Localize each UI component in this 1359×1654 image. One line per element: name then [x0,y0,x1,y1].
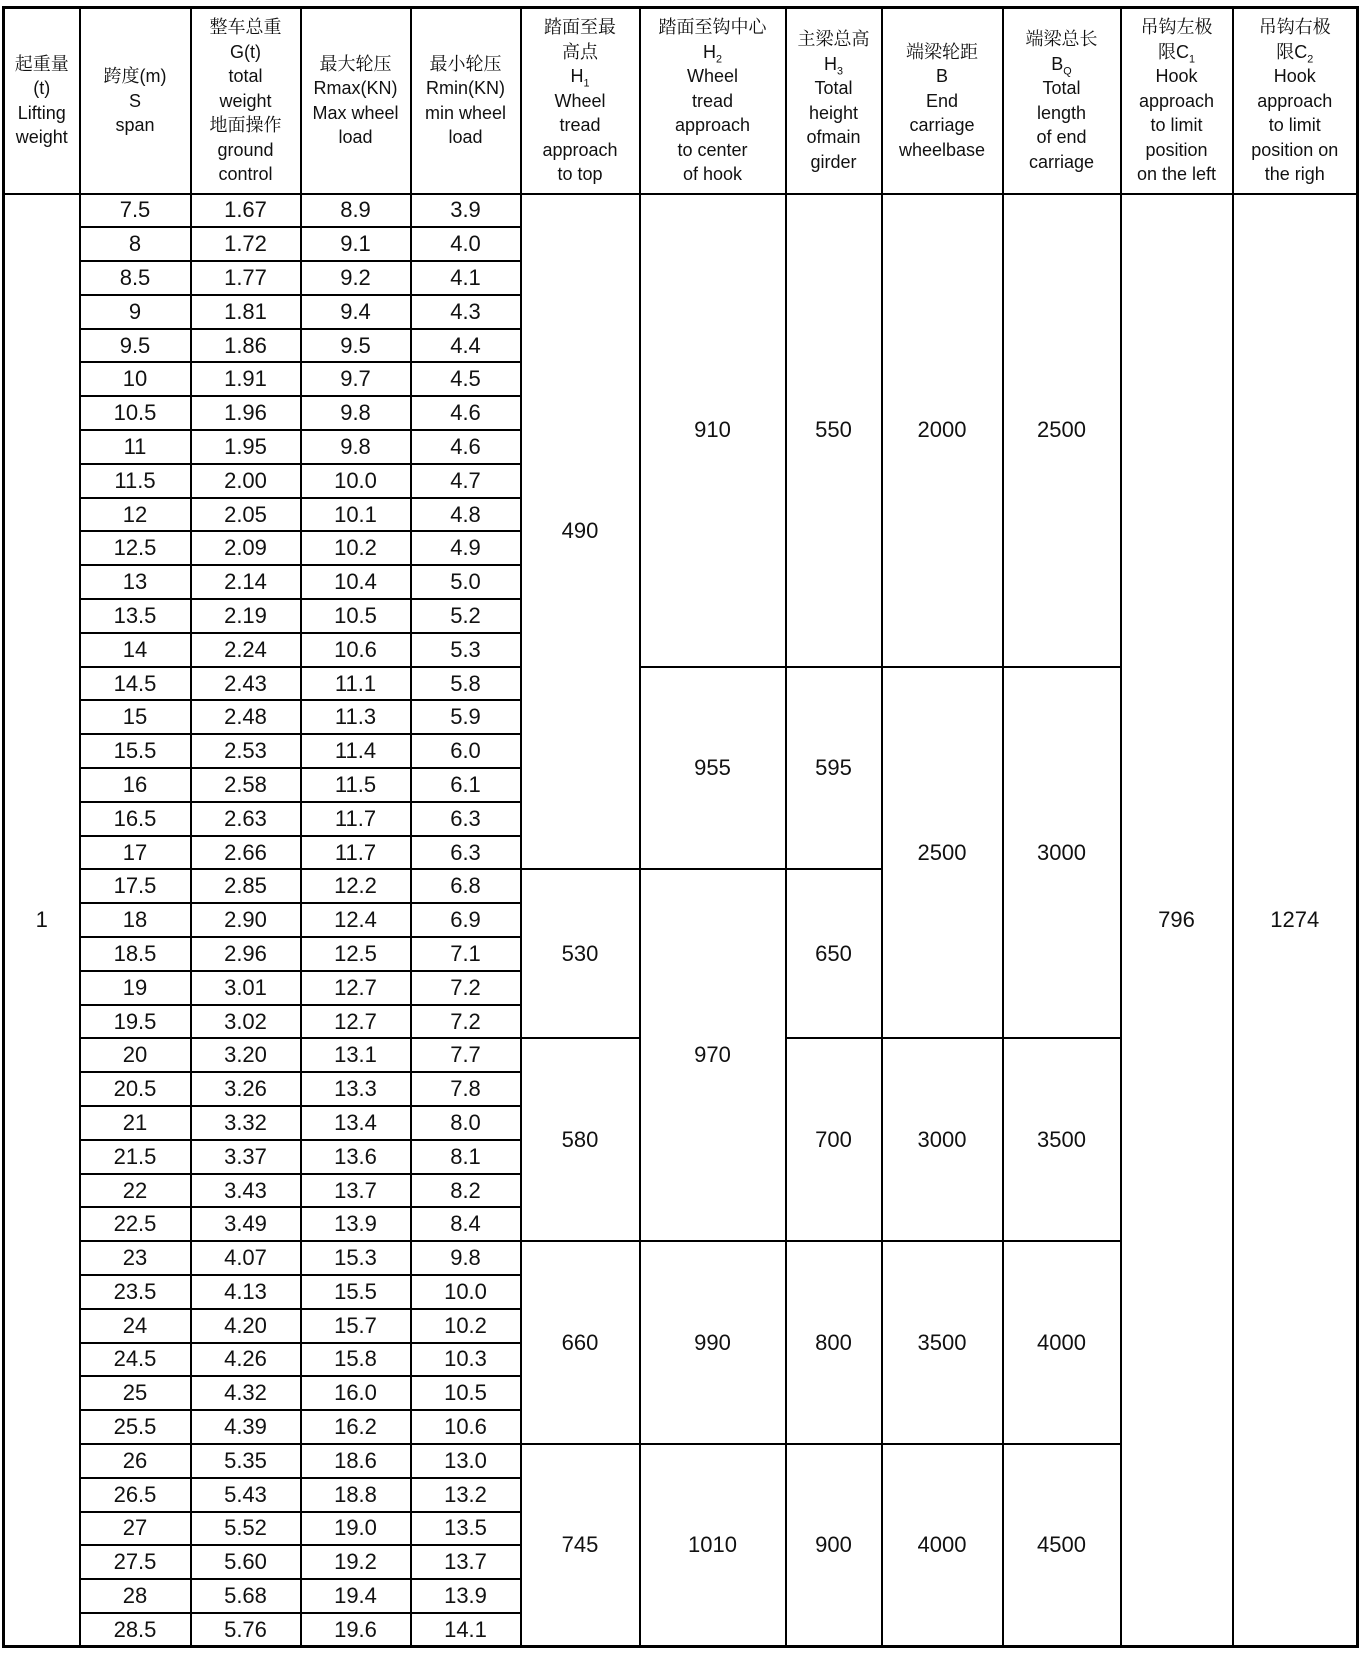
column-header-c1 [1121,8,1233,194]
cell-lifting_weight-merged: 1 [4,194,80,1647]
cell-span: 9.5 [80,329,191,363]
header-line: 整车总重 [209,17,282,37]
cell-rmax: 12.7 [301,971,411,1005]
header-line: Rmax(KN) [313,78,398,99]
cell-h2-merged: 1010 [640,1444,786,1647]
column-header-rmax [301,8,411,194]
cell-total_weight: 3.32 [191,1106,301,1140]
header-line: Wheel [686,66,739,86]
cell-rmax: 15.3 [301,1241,411,1275]
cell-rmax: 9.4 [301,295,411,329]
cell-rmin: 13.0 [411,1444,521,1478]
column-header-span [80,8,191,194]
table-header [4,8,1358,194]
cell-span: 19 [80,971,191,1005]
cell-rmax: 12.5 [301,937,411,971]
cell-total_weight: 1.81 [191,295,301,329]
cell-h2-merged: 910 [640,194,786,667]
cell-rmax: 19.6 [301,1613,411,1647]
cell-rmin: 5.9 [411,700,521,734]
cell-rmin: 8.0 [411,1106,521,1140]
cell-rmin: 4.0 [411,227,521,261]
cell-total_weight: 2.05 [191,498,301,532]
cell-rmax: 13.6 [301,1140,411,1174]
cell-rmax: 11.5 [301,768,411,802]
cell-total_weight: 3.37 [191,1140,301,1174]
cell-total_weight: 1.91 [191,362,301,396]
cell-total_weight: 2.00 [191,464,301,498]
header-line: to center [677,139,748,160]
cell-span: 10.5 [80,396,191,430]
cell-span: 18.5 [80,937,191,971]
cell-total_weight: 2.24 [191,633,301,667]
cell-h3-merged: 800 [786,1241,882,1444]
header-line: weight [219,90,272,111]
header-line: $B_Q$ [1051,53,1072,78]
header-line: B [935,66,948,86]
cell-rmax: 19.4 [301,1579,411,1613]
header-line: 起重量 [14,53,69,74]
cell-rmax: 16.0 [301,1376,411,1410]
cell-rmin: 4.6 [411,430,521,464]
cell-total_weight: 3.02 [191,1005,301,1039]
cell-span: 23.5 [80,1275,191,1309]
header-line: End [925,90,959,111]
header-line: 吊钩右极 [1258,17,1331,37]
header-line: control [218,164,273,184]
cell-span: 14 [80,633,191,667]
cell-total_weight: 2.63 [191,802,301,836]
cell-h2-merged: 970 [640,869,786,1241]
cell-rmax: 9.8 [301,430,411,464]
cell-rmin: 7.1 [411,937,521,971]
cell-rmin: 9.8 [411,1241,521,1275]
cell-rmax: 10.1 [301,498,411,532]
header-line: length [1036,102,1087,123]
cell-total_weight: 3.49 [191,1207,301,1241]
header-line: ground [217,139,274,160]
cell-h1-merged: 660 [521,1241,640,1444]
cell-rmin: 8.4 [411,1207,521,1241]
cell-h2-merged: 990 [640,1241,786,1444]
header-line: $H_1$ [570,66,590,90]
header-line: carriage [909,115,975,135]
cell-rmax: 9.1 [301,227,411,261]
cell-total_weight: 2.14 [191,565,301,599]
column-header-rmin [411,8,521,194]
header-line: 吊钩左极 [1140,17,1213,37]
header-line: G(t) [230,41,261,62]
cell-h1-merged: 580 [521,1038,640,1241]
cell-rmax: 13.7 [301,1174,411,1208]
table-body [4,194,1358,1647]
cell-span: 15 [80,700,191,734]
cell-span: 20 [80,1038,191,1072]
column-header-h2 [640,8,786,194]
cell-span: 28.5 [80,1613,191,1647]
cell-b-merged: 2000 [882,194,1003,667]
header-line: Total [1042,78,1081,99]
cell-rmin: 7.2 [411,1005,521,1039]
header-line: 跨度(m) [103,66,167,86]
cell-rmin: 5.0 [411,565,521,599]
cell-span: 14.5 [80,667,191,701]
cell-rmax: 13.9 [301,1207,411,1241]
cell-total_weight: 1.77 [191,261,301,295]
spec-table [2,6,1359,1648]
cell-rmin: 5.8 [411,667,521,701]
header-line: position on [1251,139,1339,160]
cell-rmin: 10.3 [411,1343,521,1377]
cell-rmin: 6.9 [411,903,521,937]
cell-rmax: 12.2 [301,869,411,903]
cell-rmin: 5.3 [411,633,521,667]
cell-span: 9 [80,295,191,329]
cell-span: 11 [80,430,191,464]
cell-rmin: 4.8 [411,498,521,532]
cell-rmax: 10.5 [301,599,411,633]
column-header-h1 [521,8,640,194]
column-header-h3 [786,8,882,194]
cell-rmin: 6.8 [411,869,521,903]
cell-rmin: 7.7 [411,1038,521,1072]
cell-total_weight: 4.13 [191,1275,301,1309]
cell-total_weight: 1.86 [191,329,301,363]
cell-rmax: 15.5 [301,1275,411,1309]
cell-span: 15.5 [80,734,191,768]
cell-rmax: 15.7 [301,1309,411,1343]
cell-span: 19.5 [80,1005,191,1039]
cell-rmax: 19.0 [301,1512,411,1546]
column-header-total_weight [191,8,301,194]
cell-total_weight: 2.85 [191,869,301,903]
cell-total_weight: 4.07 [191,1241,301,1275]
cell-rmin: 4.7 [411,464,521,498]
header-line: 最大轮压 [319,53,392,74]
cell-total_weight: 2.48 [191,700,301,734]
cell-span: 25 [80,1376,191,1410]
header-line: 端梁轮距 [906,41,978,62]
cell-rmax: 9.7 [301,362,411,396]
cell-rmax: 10.4 [301,565,411,599]
cell-span: 26 [80,1444,191,1478]
column-header-lifting_weight [4,8,80,194]
cell-rmax: 11.1 [301,667,411,701]
cell-h1-merged: 530 [521,869,640,1038]
cell-h1-merged: 745 [521,1444,640,1647]
cell-span: 16.5 [80,802,191,836]
cell-total_weight: 5.35 [191,1444,301,1478]
header-line: on the left [1136,164,1217,184]
cell-rmin: 10.5 [411,1376,521,1410]
cell-h3-merged: 700 [786,1038,882,1241]
header-line: approach [674,115,751,135]
cell-span: 18 [80,903,191,937]
cell-rmin: 13.9 [411,1579,521,1613]
cell-span: 16 [80,768,191,802]
cell-total_weight: 3.26 [191,1072,301,1106]
cell-b-merged: 2500 [882,667,1003,1039]
cell-span: 11.5 [80,464,191,498]
cell-rmin: 4.5 [411,362,521,396]
header-line: Total [814,78,853,99]
cell-rmax: 18.8 [301,1478,411,1512]
cell-span: 21.5 [80,1140,191,1174]
header-line: girder [810,151,857,172]
cell-rmax: 11.7 [301,802,411,836]
column-header-c2 [1233,8,1358,194]
header-line: 高点 [562,41,598,62]
header-line: 端梁总长 [1025,29,1098,50]
header-line: 限$C_1$ [1157,41,1195,66]
cell-span: 8.5 [80,261,191,295]
cell-rmax: 19.2 [301,1545,411,1579]
header-line: position [1145,139,1208,160]
cell-total_weight: 2.19 [191,599,301,633]
column-header-b [882,8,1003,194]
cell-b-merged: 4000 [882,1444,1003,1647]
cell-total_weight: 4.32 [191,1376,301,1410]
header-line: $H_3$ [823,53,843,78]
cell-total_weight: 5.76 [191,1613,301,1647]
cell-rmax: 9.2 [301,261,411,295]
header-line: to limit [1268,115,1321,135]
header-line: load [448,127,483,148]
cell-rmin: 6.3 [411,802,521,836]
header-line: approach [1257,90,1333,111]
cell-rmax: 15.8 [301,1343,411,1377]
cell-rmin: 3.9 [411,194,521,228]
cell-total_weight: 2.43 [191,667,301,701]
cell-total_weight: 3.20 [191,1038,301,1072]
cell-h3-merged: 650 [786,869,882,1038]
cell-span: 22 [80,1174,191,1208]
cell-total_weight: 4.20 [191,1309,301,1343]
header-line: 最小轮压 [429,53,502,74]
cell-bq-merged: 3000 [1003,667,1121,1039]
cell-h1-merged: 490 [521,194,640,870]
header-line: 踏面至最 [544,17,616,37]
cell-rmin: 13.5 [411,1512,521,1546]
header-line: of end [1036,127,1087,148]
header-line: weight [15,127,68,148]
table-row [4,194,1358,228]
cell-span: 22.5 [80,1207,191,1241]
header-line: span [115,115,155,135]
header-line: wheelbase [898,139,986,160]
cell-span: 12 [80,498,191,532]
cell-rmin: 10.0 [411,1275,521,1309]
cell-span: 23 [80,1241,191,1275]
header-line: ofmain [806,127,861,148]
header-line: the righ [1264,164,1325,184]
cell-span: 7.5 [80,194,191,228]
cell-rmin: 4.1 [411,261,521,295]
cell-rmax: 12.4 [301,903,411,937]
cell-bq-merged: 4500 [1003,1444,1121,1647]
cell-span: 27 [80,1512,191,1546]
header-line: 主梁总高 [797,29,870,50]
header-line: Hook [1273,66,1316,86]
header-line: load [338,127,373,148]
header-line: 限$C_2$ [1276,41,1314,66]
cell-span: 21 [80,1106,191,1140]
header-line: Max wheel [312,102,399,123]
header-line: min wheel [424,102,507,123]
cell-span: 12.5 [80,531,191,565]
header-line: Rmin(KN) [426,78,505,99]
cell-rmin: 10.2 [411,1309,521,1343]
header-line: total [228,66,263,86]
header-line: approach [1138,90,1215,111]
cell-h3-merged: 900 [786,1444,882,1647]
cell-total_weight: 1.95 [191,430,301,464]
cell-span: 24.5 [80,1343,191,1377]
cell-span: 20.5 [80,1072,191,1106]
cell-b-merged: 3000 [882,1038,1003,1241]
header-line: to limit [1150,115,1203,135]
header-line: to top [557,164,603,184]
cell-span: 13 [80,565,191,599]
cell-rmin: 13.2 [411,1478,521,1512]
cell-rmax: 11.4 [301,734,411,768]
cell-span: 25.5 [80,1410,191,1444]
header-line: (t) [33,78,51,99]
cell-bq-merged: 2500 [1003,194,1121,667]
cell-span: 10 [80,362,191,396]
cell-h3-merged: 550 [786,194,882,667]
cell-rmax: 18.6 [301,1444,411,1478]
cell-total_weight: 2.58 [191,768,301,802]
cell-rmin: 14.1 [411,1613,521,1647]
cell-rmax: 10.2 [301,531,411,565]
cell-b-merged: 3500 [882,1241,1003,1444]
cell-total_weight: 1.67 [191,194,301,228]
cell-rmin: 7.8 [411,1072,521,1106]
cell-total_weight: 2.96 [191,937,301,971]
cell-rmax: 13.3 [301,1072,411,1106]
cell-rmin: 4.4 [411,329,521,363]
cell-span: 8 [80,227,191,261]
cell-rmax: 13.1 [301,1038,411,1072]
cell-rmax: 11.3 [301,700,411,734]
cell-total_weight: 2.09 [191,531,301,565]
header-line: approach [542,139,618,160]
cell-rmin: 10.6 [411,1410,521,1444]
cell-rmin: 8.2 [411,1174,521,1208]
cell-rmax: 10.0 [301,464,411,498]
cell-total_weight: 3.01 [191,971,301,1005]
cell-rmax: 16.2 [301,1410,411,1444]
cell-rmin: 7.2 [411,971,521,1005]
cell-total_weight: 2.53 [191,734,301,768]
header-line: 踏面至钩中心 [658,17,767,37]
header-line: Wheel [554,90,606,111]
cell-h3-merged: 595 [786,667,882,870]
cell-rmin: 4.3 [411,295,521,329]
cell-total_weight: 2.66 [191,836,301,870]
cell-rmax: 11.7 [301,836,411,870]
header-line: Lifting [17,102,66,123]
cell-total_weight: 1.72 [191,227,301,261]
header-line: $H_2$ [702,41,722,66]
cell-total_weight: 3.43 [191,1174,301,1208]
cell-total_weight: 5.43 [191,1478,301,1512]
cell-rmin: 6.1 [411,768,521,802]
header-line: height [808,102,859,123]
header-line: Hook [1155,66,1198,86]
cell-rmax: 8.9 [301,194,411,228]
cell-span: 17 [80,836,191,870]
header-line: 地面操作 [209,115,282,135]
cell-rmin: 6.3 [411,836,521,870]
cell-rmin: 6.0 [411,734,521,768]
cell-bq-merged: 3500 [1003,1038,1121,1241]
cell-rmax: 13.4 [301,1106,411,1140]
cell-total_weight: 5.60 [191,1545,301,1579]
header-line: tread [691,90,734,111]
cell-total_weight: 5.52 [191,1512,301,1546]
cell-rmin: 8.1 [411,1140,521,1174]
cell-rmin: 5.2 [411,599,521,633]
cell-rmin: 4.9 [411,531,521,565]
cell-rmax: 10.6 [301,633,411,667]
cell-c1-merged: 796 [1121,194,1233,1647]
cell-span: 17.5 [80,869,191,903]
cell-span: 27.5 [80,1545,191,1579]
header-line: S [128,90,141,111]
cell-total_weight: 1.96 [191,396,301,430]
header-line: of hook [682,164,743,184]
cell-total_weight: 4.26 [191,1343,301,1377]
cell-span: 24 [80,1309,191,1343]
cell-total_weight: 5.68 [191,1579,301,1613]
cell-span: 28 [80,1579,191,1613]
header-line: carriage [1028,151,1095,172]
column-header-bq [1003,8,1121,194]
cell-bq-merged: 4000 [1003,1241,1121,1444]
cell-rmax: 12.7 [301,1005,411,1039]
cell-total_weight: 4.39 [191,1410,301,1444]
cell-c2-merged: 1274 [1233,194,1358,1647]
header-line: tread [559,115,601,135]
cell-rmin: 13.7 [411,1545,521,1579]
header-row [4,8,1358,194]
cell-span: 26.5 [80,1478,191,1512]
cell-rmin: 4.6 [411,396,521,430]
cell-h2-merged: 955 [640,667,786,870]
cell-span: 13.5 [80,599,191,633]
cell-rmax: 9.5 [301,329,411,363]
cell-total_weight: 2.90 [191,903,301,937]
cell-rmax: 9.8 [301,396,411,430]
